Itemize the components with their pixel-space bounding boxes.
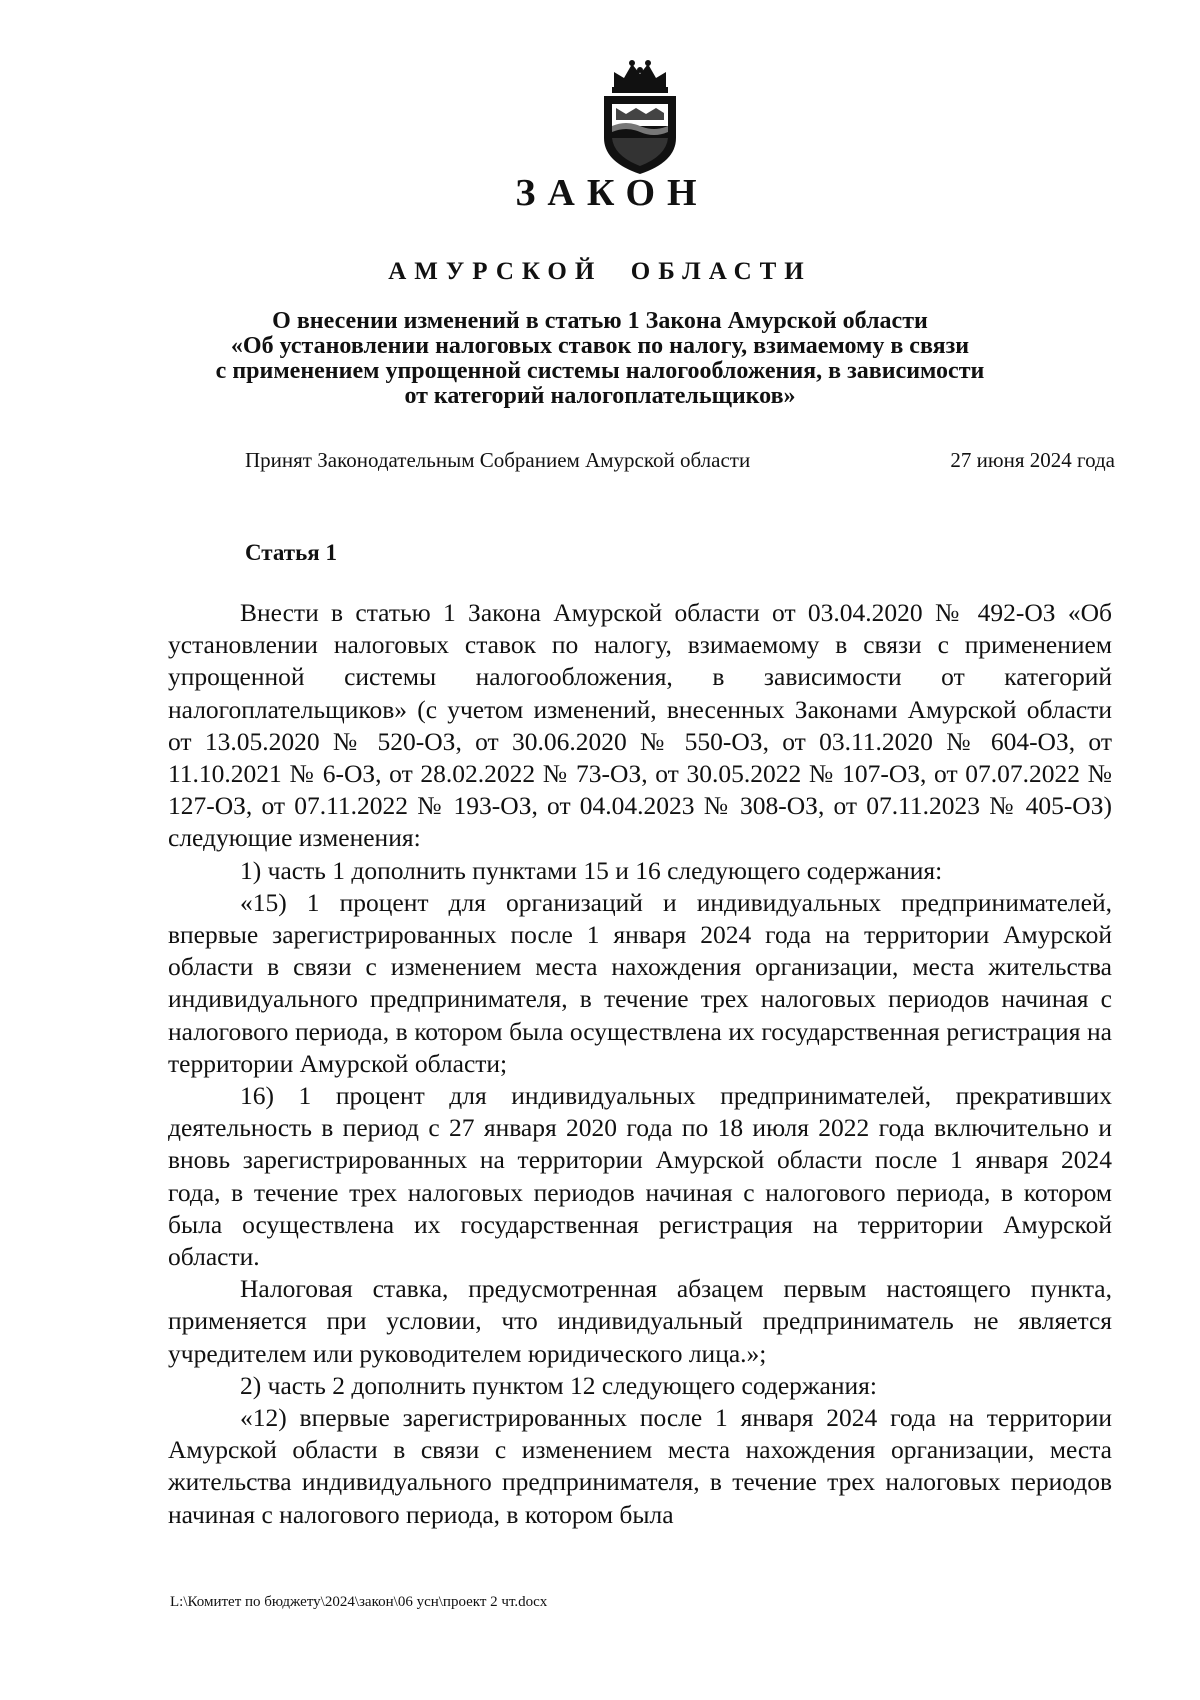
document-title: ЗАКОН: [515, 172, 709, 214]
coat-of-arms-icon: [592, 58, 688, 178]
article-heading: Статья 1: [245, 540, 337, 565]
law-name-line: «Об установлении налоговых ставок по налогу, взимаемому в связи: [230, 333, 970, 359]
law-name-line: О внесении изменений в статью 1 Закона Амурской области: [272, 308, 928, 334]
article-paragraph: 16) 1 процент для индивидуальных предпринимателей, прекративших деятельность в период с 27 января 2020 года по 18 июля 2022 года включительно и вновь зарегистрированных на территории Амурской области после 1 января 2024 года, в течение трех налоговых периодов начиная с налогового периода, в котором была осуществлена их государственная регистрация на территории Амурской области.: [168, 1081, 1112, 1272]
document-subtitle: АМУРСКОЙ ОБЛАСТИ: [388, 258, 812, 285]
adoption-line: [245, 445, 1115, 475]
adoption-date: 27 июня 2024 года: [950, 448, 1115, 472]
article-paragraph: 1) часть 1 дополнить пунктами 15 и 16 следующего содержания:: [240, 855, 943, 885]
article-paragraph: Налоговая ставка, предусмотренная абзацем первым настоящего пункта, применяется при условии, что индивидуальный предприниматель не является учредителем или руководителем юридического лица.»;: [168, 1274, 1112, 1368]
article-paragraph: 2) часть 2 дополнить пунктом 12 следующего содержания:: [240, 1370, 877, 1400]
article-paragraph: «15) 1 процент для организаций и индивидуальных предпринимателей, впервые зарегистрированных после 1 января 2024 года на территории Амурской области в связи с изменением места нахождения организации, места жительства индивидуального предпринимателя, в течение трех налоговых периодов начиная с налогового периода, в котором была осуществлена их государственная регистрация на территории Амурской области;: [168, 887, 1112, 1078]
footer-file-path: L:\Комитет по бюджету\2024\закон\06 усн\проект 2 чт.docx: [170, 1594, 548, 1610]
article-body: [168, 597, 1112, 1531]
article-paragraph: Внести в статью 1 Закона Амурской области от 03.04.2020 № 492-ОЗ «Об установлении налоговых ставок по налогу, взимаемому в связи с применением упрощенной системы налогообложения, в зависимости от категорий налогоплательщиков» (с учетом изменений, внесенных Законами Амурской области от 13.05.2020 № 520-ОЗ, от 30.06.2020 № 550-ОЗ, от 03.11.2020 № 604-ОЗ, от 11.10.2021 № 6-ОЗ, от 28.02.2022 № 73-ОЗ, от 30.05.2022 № 107-ОЗ, от 07.07.2022 № 127-ОЗ, от 07.11.2022 № 193-ОЗ, от 04.04.2023 № 308-ОЗ, от 07.11.2023 № 405-ОЗ) следующие изменения:: [168, 598, 1112, 853]
law-name-line: от категорий налогоплательщиков»: [404, 383, 796, 409]
adoption-text: Принят Законодательным Собранием Амурской области: [245, 448, 751, 472]
article-paragraph: «12) впервые зарегистрированных после 1 января 2024 года на территории Амурской области в связи с изменением места нахождения организации, места жительства индивидуального предпринимателя, в течение трех налоговых периодов начиная с налогового периода, в котором была: [168, 1403, 1112, 1529]
law-name-line: с применением упрощенной системы налогообложения, в зависимости: [215, 358, 985, 384]
law-name: [150, 309, 1050, 409]
